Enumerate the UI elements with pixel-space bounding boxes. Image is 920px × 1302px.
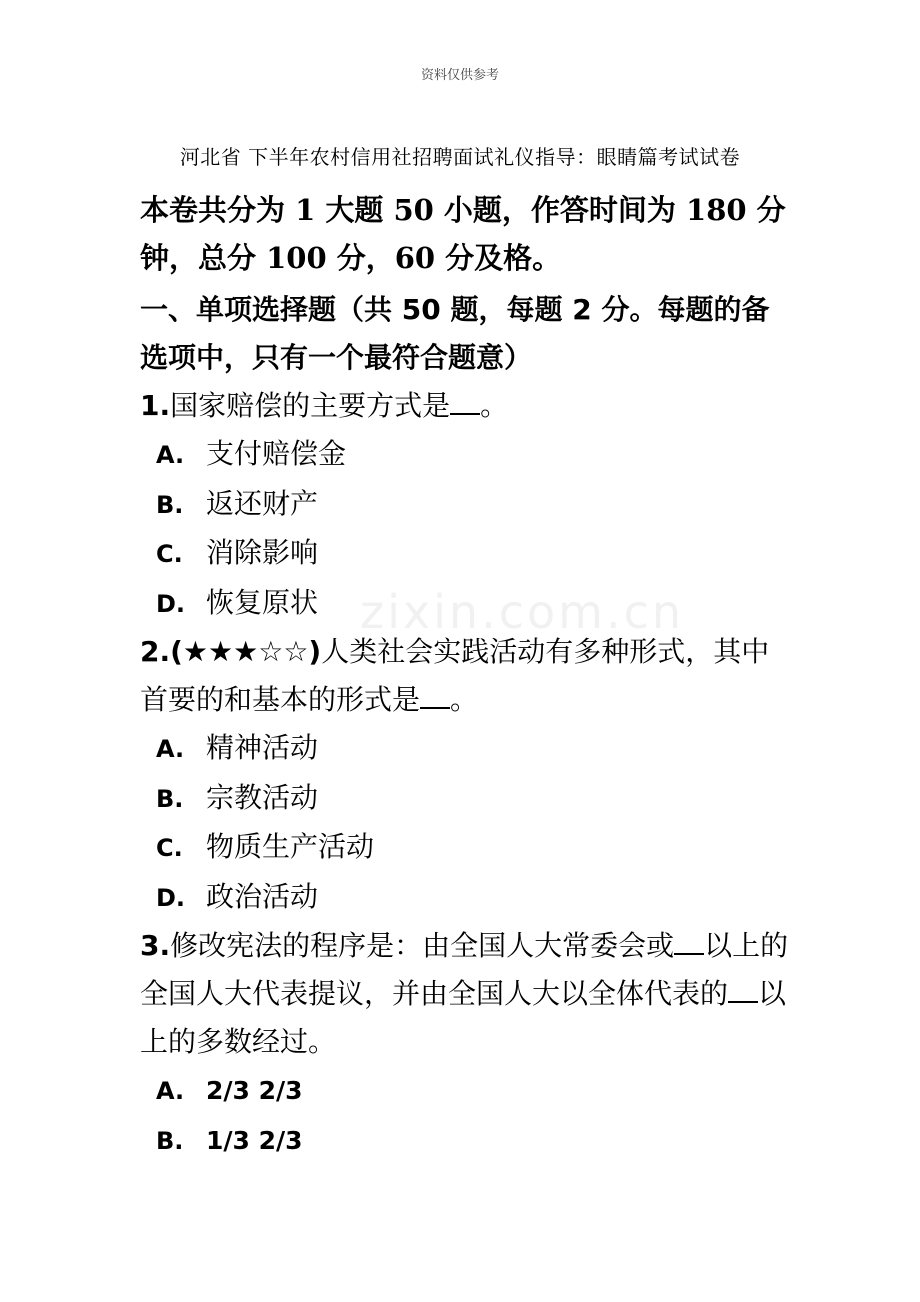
option-b[interactable]	[140, 774, 790, 824]
option-text: 精神活动	[206, 731, 319, 764]
option-b[interactable]	[140, 480, 790, 530]
exam-intro: 本卷共分为 1 大题 50 小题，作答时间为 180 分钟，总分 100 分，60 分及格。	[140, 193, 786, 275]
question-text: 。	[480, 389, 509, 422]
question-number: 3.	[140, 929, 171, 962]
option-letter: A.	[156, 441, 185, 469]
option-letter: A.	[156, 735, 185, 763]
answer-blank	[450, 383, 480, 415]
question-text: 以上的多数经过。	[140, 977, 787, 1058]
option-letter: C.	[156, 834, 183, 862]
option-letter: D.	[156, 589, 186, 618]
question-text: 修改宪法的程序是：由全国人大常委会或	[170, 929, 675, 962]
option-letter: C.	[156, 540, 183, 568]
question-2	[140, 628, 790, 922]
question-number: 1.	[140, 389, 171, 422]
exam-content	[140, 186, 790, 1165]
option-text: 2/3 2/3	[206, 1076, 303, 1105]
option-b[interactable]	[140, 1116, 790, 1166]
question-number: 2.(★★★☆☆)	[140, 635, 322, 668]
question-text: 人类社会实践活动有多种形式，其中首要的和基本的形式是	[140, 635, 770, 716]
option-letter: D.	[156, 883, 186, 912]
option-a[interactable]	[140, 1066, 790, 1116]
option-text: 消除影响	[206, 536, 319, 569]
option-list	[140, 1066, 790, 1165]
option-text: 宗教活动	[206, 780, 319, 814]
option-letter: B.	[156, 1126, 184, 1155]
answer-blank	[674, 923, 704, 955]
option-list	[140, 430, 790, 628]
question-stem	[140, 382, 790, 430]
option-text: 物质生产活动	[206, 830, 375, 863]
answer-blank	[420, 677, 450, 709]
option-d[interactable]	[140, 873, 790, 923]
option-letter: B.	[156, 490, 184, 519]
option-text: 政治活动	[206, 879, 319, 913]
option-text: 1/3 2/3	[206, 1125, 303, 1155]
question-1	[140, 382, 790, 628]
option-text: 支付赔偿金	[206, 437, 347, 470]
question-text: 。	[450, 683, 479, 716]
question-stem	[140, 628, 790, 724]
option-letter: B.	[156, 784, 184, 813]
header-note: 资料仅供参考	[420, 68, 499, 83]
option-c[interactable]	[140, 529, 790, 579]
question-text: 国家赔偿的主要方式是	[170, 389, 451, 422]
section-heading: 一、单项选择题（共 50 题，每题 2 分。每题的备选项中，只有一个最符合题意）	[140, 293, 770, 374]
option-text: 恢复原状	[206, 585, 319, 619]
answer-blank	[728, 971, 758, 1003]
document-title: 河北省 下半年农村信用社招聘面试礼仪指导：眼睛篇考试试卷	[179, 145, 741, 169]
option-d[interactable]	[140, 579, 790, 629]
option-a[interactable]	[140, 430, 790, 480]
option-a[interactable]	[140, 724, 790, 774]
question-3	[140, 922, 790, 1165]
question-text: 以上的全国人大代表提议，并由全国人大以全体代表的	[140, 929, 789, 1010]
option-letter: A.	[156, 1077, 185, 1105]
question-stem	[140, 922, 790, 1066]
option-c[interactable]	[140, 823, 790, 873]
option-list	[140, 724, 790, 922]
watermark: zixin.com.cn	[360, 585, 685, 639]
option-text: 返还财产	[206, 486, 319, 520]
